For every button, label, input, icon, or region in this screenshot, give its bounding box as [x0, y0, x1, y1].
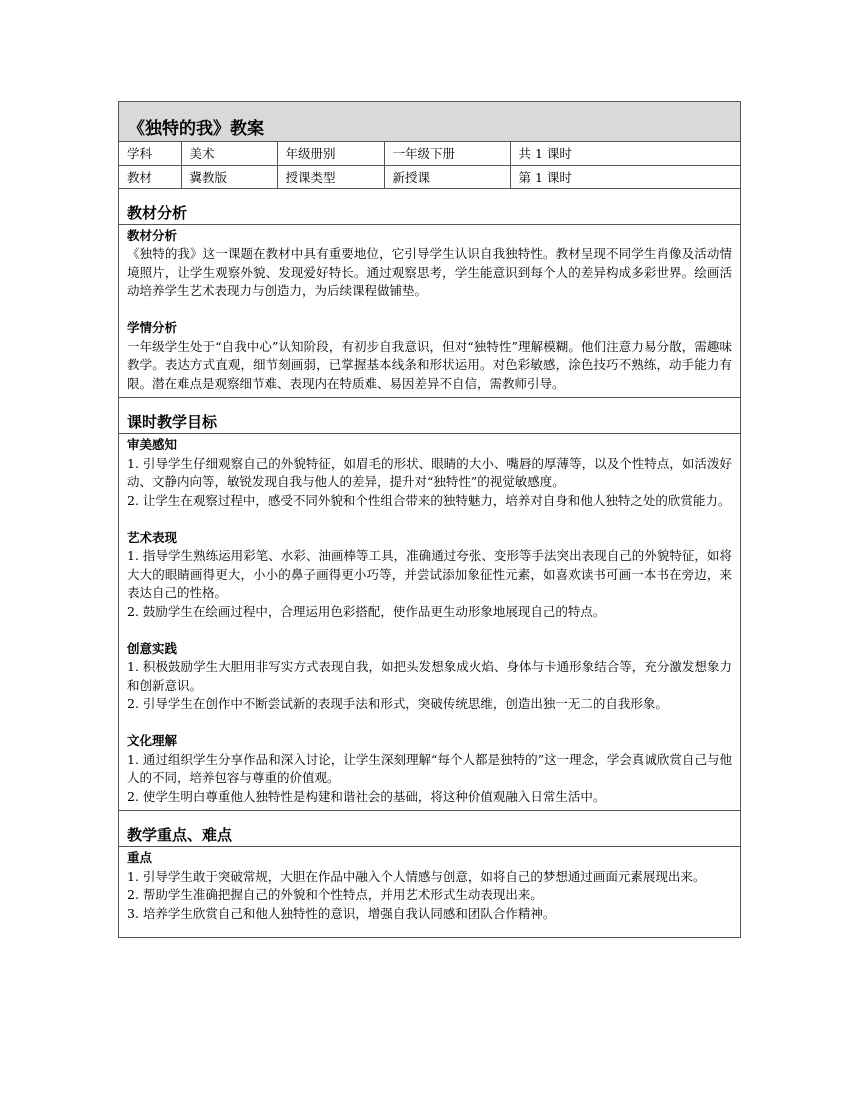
- analysis-heading: 教材分析: [119, 189, 740, 225]
- focus-item: 2. 帮助学生准确把握自己的外貌和个性特点，并用艺术形式生动表现出来。: [127, 887, 543, 902]
- keypoints-heading: 教学重点、难点: [119, 811, 740, 847]
- student-analysis-text: 一年级学生处于“自我中心”认知阶段，有初步自我意识，但对“独特性”理解模糊。他们注意力易分散，需趣味教学。表达方式直观，细节刻画弱，已掌握基本线条和形状运用。对色彩敏感，涂色技巧不熟练，动手能力有限。潜在难点是观察细节难、表现内在特质难、易因差异不自信，需教师引导。: [127, 338, 732, 391]
- meta-row: [119, 165, 740, 188]
- art-expression-item: 2. 鼓励学生在绘画过程中，合理运用色彩搭配，使作品更生动形象地展现自己的特点。: [127, 603, 606, 619]
- aesthetic-item: 2. 让学生在观察过程中，感受不同外貌和个性组合带来的独特魅力，培养对自身和他人独特之处的欣赏能力。: [127, 492, 731, 508]
- total-lessons: 共 1 课时: [510, 142, 740, 165]
- textbook-label: 教材: [119, 165, 181, 188]
- meta-table: [119, 142, 740, 189]
- focus-title: 重点: [127, 850, 153, 865]
- culture-item: 1. 通过组织学生分享作品和深入讨论，让学生深刻理解“每个人都是独特的”这一理念，学会真诚欣赏自己与他人的不同，培养包容与尊重的价值观。: [127, 751, 732, 785]
- creative-practice-item: 1. 积极鼓励学生大胆用非写实方式表现自我，如把头发想象成火焰、身体与卡通形象结合等，充分激发想象力和创新意识。: [127, 659, 732, 693]
- focus-item: 1. 引导学生敢于突破常规，大胆在作品中融入个人情感与创意，如将自己的梦想通过画面元素展现出来。: [127, 868, 706, 884]
- art-expression-title: 艺术表现: [127, 529, 178, 545]
- lesson-number: 第 1 课时: [510, 165, 740, 188]
- grade-label: 年级册别: [277, 142, 384, 165]
- aesthetic-item: 1. 引导学生仔细观察自己的外貌特征，如眉毛的形状、眼睛的大小、嘴唇的厚薄等，以及个性特点，如活泼好动、文静内向等，敏锐发现自我与他人的差异，提升对“独特性”的视觉敏感度。: [127, 455, 732, 489]
- student-analysis-title: 学情分析: [127, 320, 178, 335]
- lesson-type-value: 新授课: [384, 165, 510, 188]
- goals-heading: 课时教学目标: [119, 398, 740, 434]
- textbook-value: 冀教版: [181, 165, 277, 188]
- creative-practice-title: 创意实践: [127, 640, 178, 656]
- material-analysis-text: 《独特的我》这一课题在教材中具有重要地位，它引导学生认识自我独特性。教材呈现不同学生肖像及活动情境照片，让学生观察外貌、发现爱好特长。通过观察思考，学生能意识到每个人的差异构成多彩世界。绘画活动培养学生艺术表现力与创造力，为后续课程做铺垫。: [127, 246, 732, 298]
- aesthetic-title: 审美感知: [127, 437, 178, 452]
- lesson-plan-document: [118, 101, 741, 938]
- lesson-type-label: 授课类型: [277, 165, 384, 188]
- material-analysis-title: 教材分析: [127, 227, 178, 243]
- art-expression-item: 1. 指导学生熟练运用彩笔、水彩、油画棒等工具，准确通过夸张、变形等手法突出表现自己的外貌特征，如将大大的眼睛画得更大，小小的鼻子画得更小巧等，并尝试添加象征性元素，如喜欢读书可画一本书在旁边，来表达自己的性格。: [127, 548, 732, 600]
- subject-label: 学科: [119, 142, 181, 165]
- culture-item: 2. 使学生明白尊重他人独特性是构建和谐社会的基础，将这种价值观融入日常生活中。: [127, 788, 606, 804]
- focus-item: 3. 培养学生欣赏自己和他人独特性的意识，增强自我认同感和团队合作精神。: [127, 905, 556, 921]
- grade-value: 一年级下册: [384, 142, 510, 165]
- culture-title: 文化理解: [127, 733, 178, 748]
- analysis-body: [119, 225, 740, 399]
- goals-body: [119, 434, 740, 811]
- meta-row: [119, 142, 740, 165]
- document-title: 《独特的我》教案: [119, 102, 740, 142]
- subject-value: 美术: [181, 142, 277, 165]
- keypoints-body: [119, 847, 740, 937]
- creative-practice-item: 2. 引导学生在创作中不断尝试新的表现手法和形式，突破传统思维，创造出独一无二的自我形象。: [127, 696, 668, 711]
